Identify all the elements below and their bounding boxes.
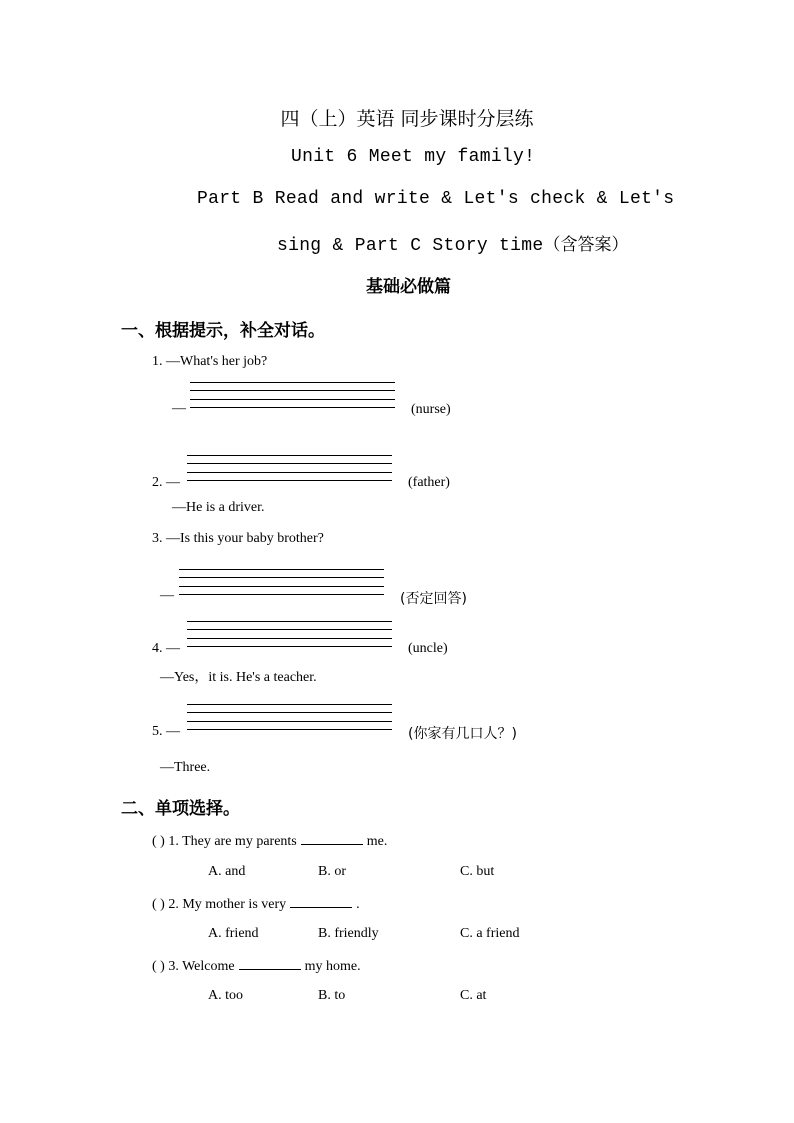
part-title-line2-text: sing & Part C Story time: [277, 236, 544, 256]
writing-line: [179, 577, 384, 578]
writing-line: [187, 638, 392, 639]
question-text: 2. My mother is very: [168, 897, 287, 912]
item2-answer: —He is a driver.: [172, 500, 265, 515]
writing-line: [179, 594, 384, 595]
writing-line: [190, 390, 395, 391]
item3-hint: (否定回答): [400, 591, 467, 607]
option-b[interactable]: B. to: [318, 988, 346, 1003]
answer-paren[interactable]: ( ): [152, 959, 165, 974]
answer-blank[interactable]: [301, 832, 363, 845]
item1-hint: (nurse): [411, 402, 451, 417]
writing-line: [179, 569, 384, 570]
section1-heading: 一、根据提示，补全对话。: [121, 321, 325, 341]
option-b[interactable]: B. friendly: [318, 926, 379, 941]
answer-paren[interactable]: ( ): [152, 897, 165, 912]
writing-line: [187, 455, 392, 456]
item5-prefix: 5. —: [152, 724, 180, 739]
item3-prefix: —: [160, 588, 174, 603]
item4-writing-lines[interactable]: [187, 621, 392, 647]
writing-line: [179, 586, 384, 587]
item1-writing-lines[interactable]: [190, 382, 395, 408]
mc-question-2: [152, 895, 360, 913]
writing-line: [187, 480, 392, 481]
page-subtitle: 基础必做篇: [366, 277, 451, 297]
question-text: 3. Welcome: [168, 959, 235, 974]
item2-writing-lines[interactable]: [187, 455, 392, 481]
writing-line: [187, 621, 392, 622]
writing-line: [187, 721, 392, 722]
question-text: 1. They are my parents: [168, 834, 297, 849]
option-a[interactable]: A. and: [208, 864, 246, 879]
item1-prefix: —: [172, 401, 186, 416]
writing-line: [187, 629, 392, 630]
option-c[interactable]: C. at: [460, 988, 487, 1003]
part-title-line1: Part B Read and write & Let's check & Let's: [197, 189, 675, 209]
section2-heading: 二、单项选择。: [121, 799, 240, 819]
option-b[interactable]: B. or: [318, 864, 346, 879]
unit-title: Unit 6 Meet my family!: [291, 147, 536, 167]
writing-line: [187, 463, 392, 464]
answer-paren[interactable]: ( ): [152, 834, 165, 849]
page-title: 四（上）英语 同步课时分层练: [280, 108, 534, 130]
option-c[interactable]: C. but: [460, 864, 495, 879]
option-a[interactable]: A. too: [208, 988, 243, 1003]
question-text-end: my home.: [304, 959, 361, 974]
writing-line: [187, 712, 392, 713]
mc-question-1: [152, 832, 387, 850]
writing-line: [190, 399, 395, 400]
answer-blank[interactable]: [239, 957, 301, 970]
item3-question: 3. —Is this your baby brother?: [152, 531, 324, 546]
answer-note: （含答案）: [543, 235, 629, 255]
writing-line: [187, 704, 392, 705]
part-title-line2: [277, 230, 628, 256]
item2-prefix: 2. —: [152, 475, 180, 490]
option-a[interactable]: A. friend: [208, 926, 259, 941]
item5-answer: —Three.: [160, 760, 211, 775]
answer-blank[interactable]: [290, 895, 352, 908]
item1-question: 1. —What's her job?: [152, 354, 268, 369]
item2-hint: (father): [408, 475, 450, 490]
item5-writing-lines[interactable]: [187, 704, 392, 730]
writing-line: [187, 729, 392, 730]
item4-prefix: 4. —: [152, 641, 180, 656]
mc-question-3: [152, 957, 361, 975]
question-text-end: .: [356, 897, 360, 912]
question-text-end: me.: [366, 834, 388, 849]
writing-line: [187, 472, 392, 473]
item4-answer: —Yes，it is. He's a teacher.: [160, 670, 317, 685]
writing-line: [187, 646, 392, 647]
item3-writing-lines[interactable]: [179, 569, 384, 595]
item5-hint: (你家有几口人？): [408, 726, 517, 742]
writing-line: [190, 407, 395, 408]
option-c[interactable]: C. a friend: [460, 926, 520, 941]
item4-hint: (uncle): [408, 641, 448, 656]
writing-line: [190, 382, 395, 383]
